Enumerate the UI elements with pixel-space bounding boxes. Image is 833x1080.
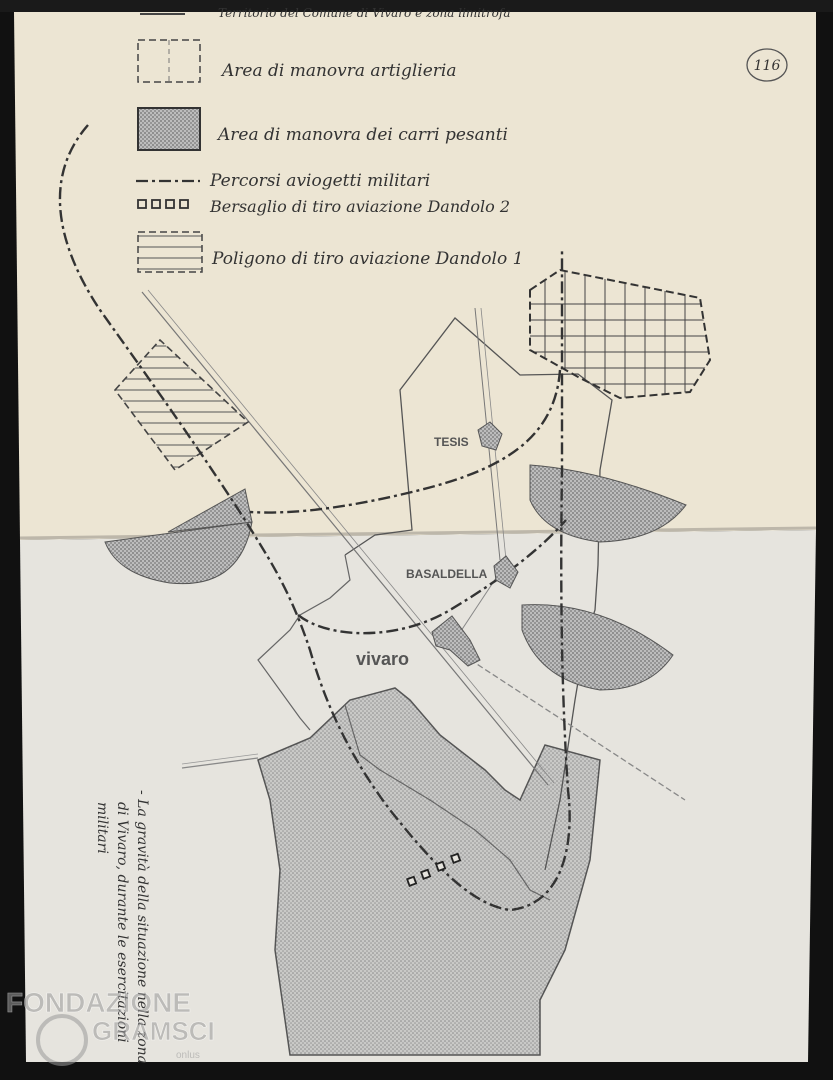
legend-label-tanks: Area di manovra dei carri pesanti: [218, 125, 508, 145]
caption-line-3: militari: [94, 802, 110, 854]
header-text: Territorio del Comune di Vivaro e zona limitrofa: [218, 6, 511, 20]
legend-symbol-range: [138, 232, 202, 272]
watermark-line-2: GRAMSCI: [92, 1016, 215, 1046]
legend-label-range: Poligono di tiro aviazione Dandolo 1: [212, 249, 524, 269]
legend-label-flight-path: Percorsi aviogetti militari: [210, 171, 431, 191]
upper-page: [14, 8, 816, 540]
legend-symbol-tanks: [138, 108, 200, 150]
legend-label-target: Bersaglio di tiro aviazione Dandolo 2: [210, 197, 511, 216]
watermark-line-3: onlus: [176, 1050, 200, 1061]
basaldella-label: BASALDELLA: [406, 567, 488, 581]
tesis-label: TESIS: [434, 435, 469, 449]
vivaro-label: vivaro: [356, 649, 410, 669]
watermark-line-1: FONDAZIONE: [6, 987, 192, 1018]
legend-label-artillery: Area di manovra artiglieria: [222, 61, 457, 81]
caption-line-1: - La gravità della situazione nella zona: [134, 790, 150, 1064]
caption-line-2: di Vivaro, durante le esercitazioni: [114, 802, 130, 1043]
page-number: 116: [753, 58, 781, 74]
